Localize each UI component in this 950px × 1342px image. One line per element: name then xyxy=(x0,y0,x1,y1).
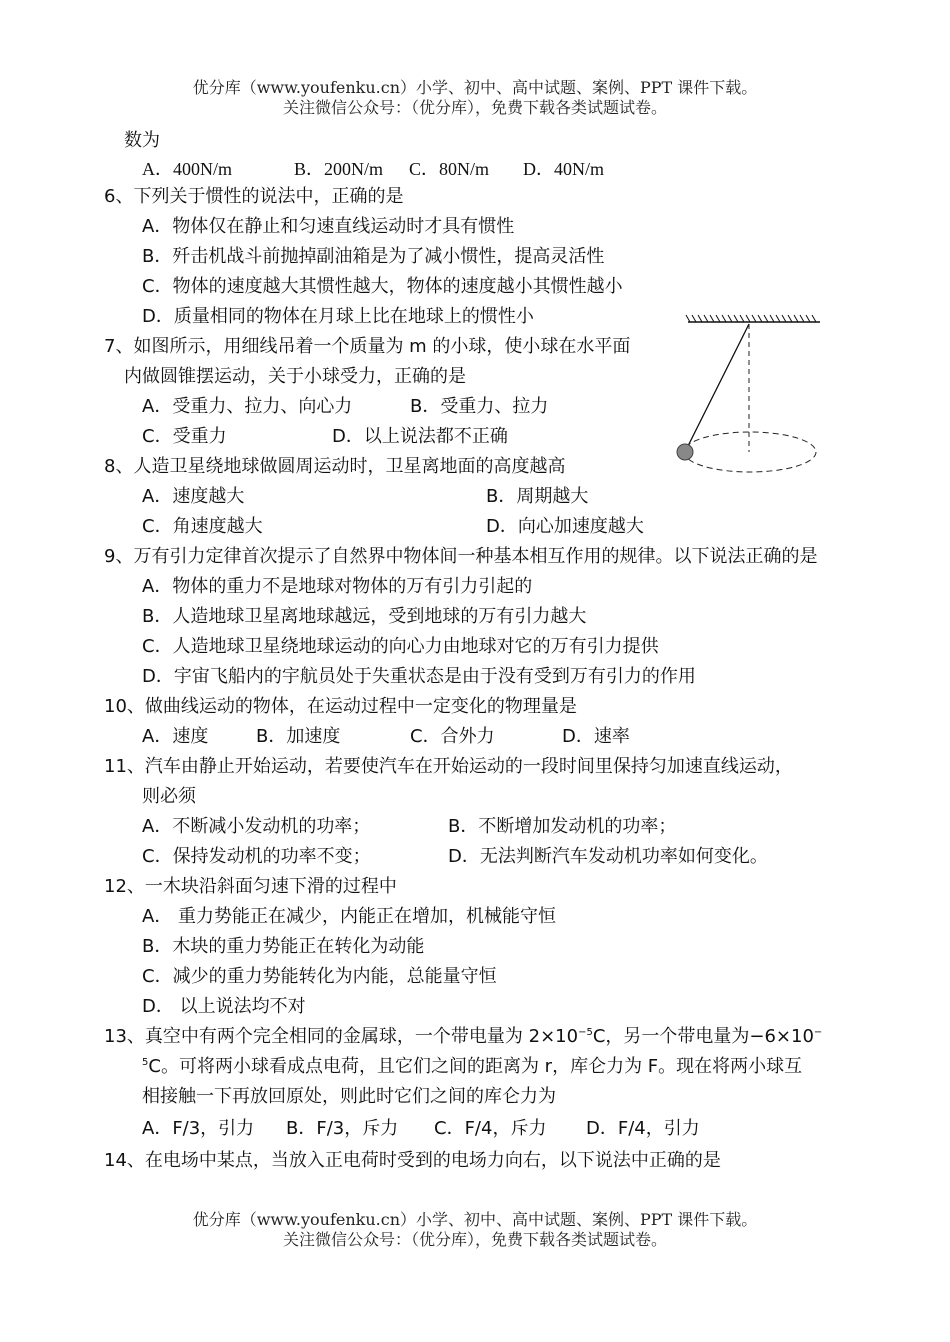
q5-option-a: A．400N/m xyxy=(142,159,232,179)
q13-stem xyxy=(104,1022,822,1052)
header-line-2: 关注微信公众号：（优分库），免费下载各类试题试卷。 xyxy=(282,98,667,117)
q7-option-a: A．受重力、拉力、向心力 xyxy=(142,396,353,417)
q6-option-c: C．物体的速度越大其惯性越大，物体的速度越小其惯性越小 xyxy=(142,276,623,297)
q7-stem-continued: 内做圆锥摆运动，关于小球受力，正确的是 xyxy=(124,366,466,387)
q9-option-c: C．人造地球卫星绕地球运动的向心力由地球对它的万有引力提供 xyxy=(142,636,659,657)
q13-exponent-1: −5 xyxy=(578,1027,593,1038)
q8-option-d: D．向心加速度越大 xyxy=(486,516,644,537)
q7-options-row-2 xyxy=(142,422,508,452)
q5-option-b: B．200N/m xyxy=(294,159,384,179)
footer-line-2: 关注微信公众号：（优分库），免费下载各类试题试卷。 xyxy=(282,1230,667,1249)
q6-option-d: D．质量相同的物体在月球上比在地球上的惯性小 xyxy=(142,306,534,327)
q5-stem-tail: 数为 xyxy=(124,130,160,151)
q10-option-a: A．速度 xyxy=(142,726,209,747)
footer-line-1: 优分库（www.youfenku.cn）小学、初中、高中试题、案例、PPT 课件下载。 xyxy=(192,1210,758,1229)
q11-stem: 11、汽车由静止开始运动，若要使汽车在开始运动的一段时间里保持匀加速直线运动， xyxy=(104,756,793,777)
q11-option-b: B．不断增加发动机的功率； xyxy=(448,816,677,837)
q13-option-c: C．F/4，斥力 xyxy=(434,1118,547,1139)
pendulum-string xyxy=(686,324,749,450)
q6-option-b: B．歼击机战斗前抛掉副油箱是为了减小惯性，提高灵活性 xyxy=(142,246,605,267)
page-header xyxy=(0,78,950,118)
q13-exponent-3: 5 xyxy=(142,1057,149,1068)
q9-stem: 9、万有引力定律首次提示了自然界中物体间一种基本相互作用的规律。以下说法正确的是 xyxy=(104,546,818,567)
q12-option-c: C．减少的重力势能转化为内能，总能量守恒 xyxy=(142,966,497,987)
q11-stem-continued: 则必须 xyxy=(142,786,196,807)
q6-option-a: A．物体仅在静止和匀速直线运动时才具有惯性 xyxy=(142,216,515,237)
q13-stem-continued-2: 相接触一下再放回原处，则此时它们之间的库仑力为 xyxy=(142,1086,556,1107)
q11-options-row-1 xyxy=(142,812,676,842)
q12-stem: 12、一木块沿斜面匀速下滑的过程中 xyxy=(104,876,397,897)
q5-option-d: D．40N/m xyxy=(523,159,604,179)
q13-option-d: D．F/4，引力 xyxy=(586,1118,700,1139)
q8-stem: 8、人造卫星绕地球做圆周运动时，卫星离地面的高度越高 xyxy=(104,456,566,477)
q10-option-d: D．速率 xyxy=(562,726,630,747)
q12-option-a: A． 重力势能正在减少，内能正在增加，机械能守恒 xyxy=(142,906,557,927)
q5-options xyxy=(142,154,604,184)
q13-exponent-2: − xyxy=(813,1027,823,1038)
q12-option-d: D． 以上说法均不对 xyxy=(142,996,306,1017)
q7-option-c: C．受重力 xyxy=(142,426,227,447)
ceiling-hatch xyxy=(686,315,820,322)
q10-stem: 10、做曲线运动的物体，在运动过程中一定变化的物理量是 xyxy=(104,696,577,717)
q8-option-c: C．角速度越大 xyxy=(142,516,263,537)
q10-option-b: B．加速度 xyxy=(256,726,341,747)
q14-stem: 14、在电场中某点，当放入正电荷时受到的电场力向右，以下说法中正确的是 xyxy=(104,1150,721,1171)
q11-option-a: A．不断减小发动机的功率； xyxy=(142,816,371,837)
q10-option-c: C．合外力 xyxy=(410,726,495,747)
q12-option-b: B．木块的重力势能正在转化为动能 xyxy=(142,936,425,957)
q13-stem-part-1: 13、真空中有两个完全相同的金属球，一个带电量为 2×10 xyxy=(104,1026,579,1047)
q9-option-b: B．人造地球卫星离地球越远，受到地球的万有引力越大 xyxy=(142,606,587,627)
q5-option-c: C．80N/m xyxy=(409,159,490,179)
q8-options-row-2 xyxy=(142,512,644,542)
q11-options-row-2 xyxy=(142,842,768,872)
conical-pendulum-figure xyxy=(674,306,824,476)
q7-options-row-1 xyxy=(142,392,548,422)
q7-option-d: D．以上说法都不正确 xyxy=(332,426,508,447)
q13-stem-part-3: C。可将两小球看成点电荷，且它们之间的距离为 r，库仑力为 F。现在将两小球互 xyxy=(148,1056,803,1077)
circular-path-dashed xyxy=(684,432,816,472)
pendulum-ball xyxy=(677,444,693,460)
q11-option-c: C．保持发动机的功率不变； xyxy=(142,846,371,867)
q9-option-a: A．物体的重力不是地球对物体的万有引力引起的 xyxy=(142,576,533,597)
page-footer xyxy=(0,1210,950,1250)
q8-option-b: B．周期越大 xyxy=(486,486,589,507)
q13-options xyxy=(142,1114,700,1144)
q7-stem: 7、如图所示，用细线吊着一个质量为 m 的小球，使小球在水平面 xyxy=(104,336,631,357)
q9-option-d: D．宇宙飞船内的宇航员处于失重状态是由于没有受到万有引力的作用 xyxy=(142,666,696,687)
q6-stem: 6、下列关于惯性的说法中，正确的是 xyxy=(104,186,404,207)
q8-options-row-1 xyxy=(142,482,588,512)
q8-option-a: A．速度越大 xyxy=(142,486,245,507)
q11-option-d: D．无法判断汽车发动机功率如何变化。 xyxy=(448,846,768,867)
q13-stem-part-2: C，另一个带电量为−6×10 xyxy=(592,1026,814,1047)
q13-option-a: A．F/3，引力 xyxy=(142,1118,255,1139)
q13-stem-continued xyxy=(142,1052,802,1082)
q7-option-b: B．受重力、拉力 xyxy=(410,396,549,417)
q10-options xyxy=(142,722,630,752)
header-line-1: 优分库（www.youfenku.cn）小学、初中、高中试题、案例、PPT 课件下载。 xyxy=(192,78,758,97)
q13-option-b: B．F/3，斥力 xyxy=(286,1118,399,1139)
